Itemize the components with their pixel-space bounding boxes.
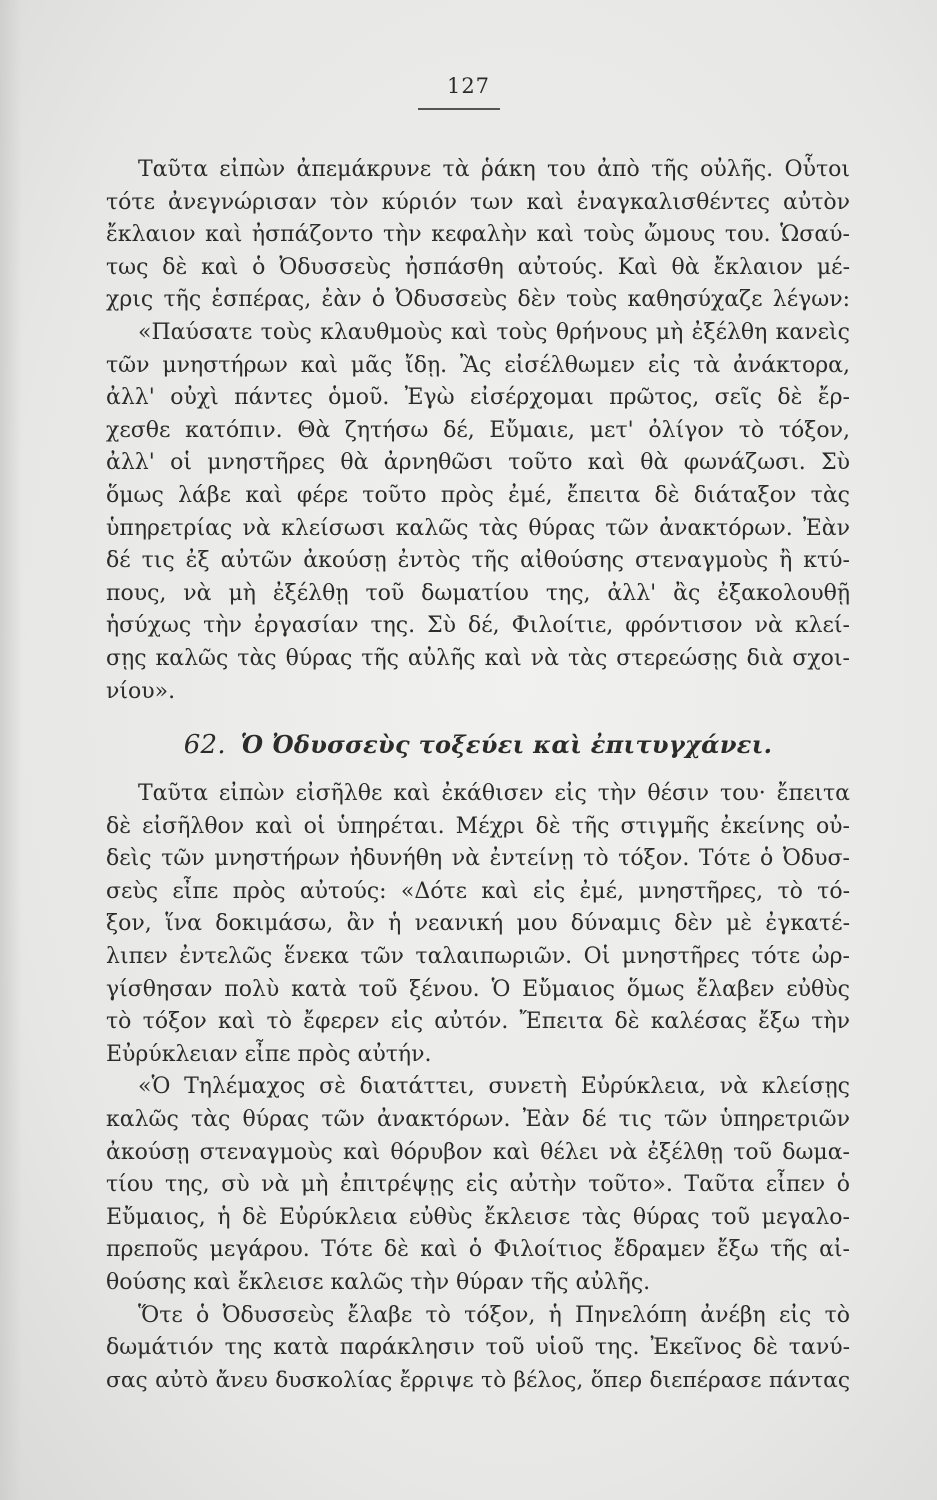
- text-line: ἡσύχως τὴν ἐργασίαν της. Σὺ δέ, Φιλοίτιε, φρόντισον νὰ κλεί-: [106, 613, 850, 639]
- text-line: σας αὐτὸ ἄνευ δυσκολίας ἔρριψε τὸ βέλος, ὅπερ διεπέρασε πάντας: [106, 1367, 850, 1393]
- text-line: ἔκλαιον καὶ ἠσπάζοντο τὴν κεφαλὴν καὶ τοὺς ὤμους του. Ὡσαύ-: [106, 222, 850, 248]
- text-line: ἀλλ' οὐχὶ πάντες ὁμοῦ. Ἐγὼ εἰσέρχομαι πρῶτος, σεῖς δὲ ἔρ-: [106, 385, 850, 411]
- text-line: ξον, ἵνα δοκιμάσω, ἂν ἡ νεανική μου δύναμις δὲν μὲ ἐγκατέ-: [106, 911, 850, 937]
- text-line: τίου της, σὺ νὰ μὴ ἐπιτρέψῃς εἰς αὐτὴν τοῦτο». Ταῦτα εἶπεν ὁ: [106, 1172, 850, 1198]
- text-line: ἀλλ' οἱ μνηστῆρες θὰ ἀρνηθῶσι τοῦτο καὶ θὰ φωνάζωσι. Σὺ: [106, 450, 850, 476]
- text-line: Ὅτε ὁ Ὀδυσσεὺς ἔλαβε τὸ τόξον, ἡ Πηνελόπη ἀνέβη εἰς τὸ: [138, 1302, 850, 1328]
- text-line: σῃς καλῶς τὰς θύρας τῆς αὐλῆς καὶ νὰ τὰς στερεώσῃς διὰ σχοι-: [106, 645, 850, 671]
- text-line: δέ τις ἐξ αὐτῶν ἀκούσῃ ἐντὸς τῆς αἰθούσης στεναγμοὺς ἢ κτύ-: [106, 548, 850, 574]
- section-heading: [106, 730, 850, 760]
- text-line: δὲ εἰσῆλθον καὶ οἱ ὑπηρέται. Μέχρι δὲ τῆς στιγμῆς ἐκείνης οὐ-: [106, 813, 850, 839]
- text-line: «Παύσατε τοὺς κλαυθμοὺς καὶ τοὺς θρήνους μὴ ἐξέλθη κανεὶς: [138, 319, 850, 345]
- text-line: δεὶς τῶν μνηστήρων ἠδυνήθη νὰ ἐντείνῃ τὸ τόξον. Τότε ὁ Ὀδυσ-: [106, 846, 850, 872]
- page-edge-shadow: [0, 0, 22, 1500]
- text-line: Εὔμαιος, ἡ δὲ Εὐρύκλεια εὐθὺς ἔκλεισε τὰς θύρας τοῦ μεγαλο-: [106, 1204, 850, 1230]
- page-number: 127: [446, 74, 491, 98]
- text-line: ἀκούσῃ στεναγμοὺς καὶ θόρυβον καὶ θέλει νὰ ἐξέλθῃ τοῦ δωμα-: [106, 1139, 850, 1165]
- text-block: [106, 154, 850, 1397]
- text-line: τῶν μνηστήρων καὶ μᾶς ἴδῃ. Ἂς εἰσέλθωμεν εἰς τὰ ἀνάκτορα,: [106, 352, 850, 378]
- paragraph-4: [106, 1071, 850, 1299]
- paragraph-2: [106, 317, 850, 708]
- text-line: χεσθε κατόπιν. Θὰ ζητήσω δέ, Εὔμαιε, μετ' ὀλίγον τὸ τόξον,: [106, 417, 850, 443]
- text-line: λιπεν ἐντελῶς ἕνεκα τῶν ταλαιπωριῶν. Οἱ μνηστῆρες τότε ὠρ-: [106, 944, 850, 970]
- text-line: «Ὁ Τηλέμαχος σὲ διατάττει, συνετὴ Εὐρύκλεια, νὰ κλείσῃς: [138, 1074, 850, 1100]
- text-line: θούσης καὶ ἔκλεισε καλῶς τὴν θύραν τῆς αὐλῆς.: [106, 1270, 651, 1295]
- section-title: Ὁ Ὀδυσσεὺς τοξεύει καὶ ἐπιτυγχάνει.: [240, 730, 773, 760]
- text-line: δωμάτιόν της κατὰ παράκλησιν τοῦ υἱοῦ της. Ἐκεῖνος δὲ τανύ-: [106, 1335, 850, 1361]
- text-line: καλῶς τὰς θύρας τῶν ἀνακτόρων. Ἐὰν δέ τις τῶν ὑπηρετριῶν: [106, 1107, 850, 1133]
- paragraph-5: [106, 1300, 850, 1398]
- text-line: τως δὲ καὶ ὁ Ὀδυσσεὺς ἠσπάσθη αὐτούς. Καὶ θὰ ἔκλαιον μέ-: [106, 254, 850, 280]
- text-line: χρις τῆς ἑσπέρας, ἐὰν ὁ Ὀδυσσεὺς δὲν τοὺς καθησύχαζε λέγων:: [106, 287, 850, 313]
- text-line: ὑπηρετρίας νὰ κλείσωσι καλῶς τὰς θύρας τῶν ἀνακτόρων. Ἐὰν: [106, 515, 850, 541]
- text-line: πρεποῦς μεγάρου. Τότε δὲ καὶ ὁ Φιλοίτιος ἔδραμεν ἔξω τῆς αἰ-: [106, 1237, 850, 1263]
- paragraph-3: [106, 778, 850, 1071]
- text-line: νίου».: [106, 678, 176, 704]
- text-line: ὅμως λάβε καὶ φέρε τοῦτο πρὸς ἐμέ, ἔπειτα δὲ διάταξον τὰς: [106, 482, 850, 508]
- text-line: πους, νὰ μὴ ἐξέλθῃ τοῦ δωματίου της, ἀλλ' ἂς ἐξακολουθῇ: [106, 580, 850, 606]
- text-line: Ταῦτα εἰπὼν ἀπεμάκρυνε τὰ ῥάκη του ἀπὸ τῆς οὐλῆς. Οὗτοι: [138, 157, 850, 182]
- text-line: Ταῦτα εἰπὼν εἰσῆλθε καὶ ἐκάθισεν εἰς τὴν θέσιν του· ἔπειτα: [138, 781, 850, 807]
- section-number: 62.: [183, 730, 226, 761]
- page-number-rule: [418, 108, 500, 110]
- paragraph-1: [106, 154, 850, 317]
- text-line: γίσθησαν πολὺ κατὰ τοῦ ξένου. Ὁ Εὔμαιος ὅμως ἔλαβεν εὐθὺς: [106, 976, 850, 1002]
- text-line: Εὐρύκλειαν εἶπε πρὸς αὐτήν.: [106, 1041, 432, 1067]
- text-line: τότε ἀνεγνώρισαν τὸν κύριόν των καὶ ἐναγκαλισθέντες αὐτὸν: [106, 189, 850, 215]
- text-line: σεὺς εἶπε πρὸς αὐτούς: «Δότε καὶ εἰς ἐμέ, μνηστῆρες, τὸ τό-: [106, 878, 850, 904]
- text-line: τὸ τόξον καὶ τὸ ἔφερεν εἰς αὐτόν. Ἔπειτα δὲ καλέσας ἔξω τὴν: [106, 1009, 850, 1035]
